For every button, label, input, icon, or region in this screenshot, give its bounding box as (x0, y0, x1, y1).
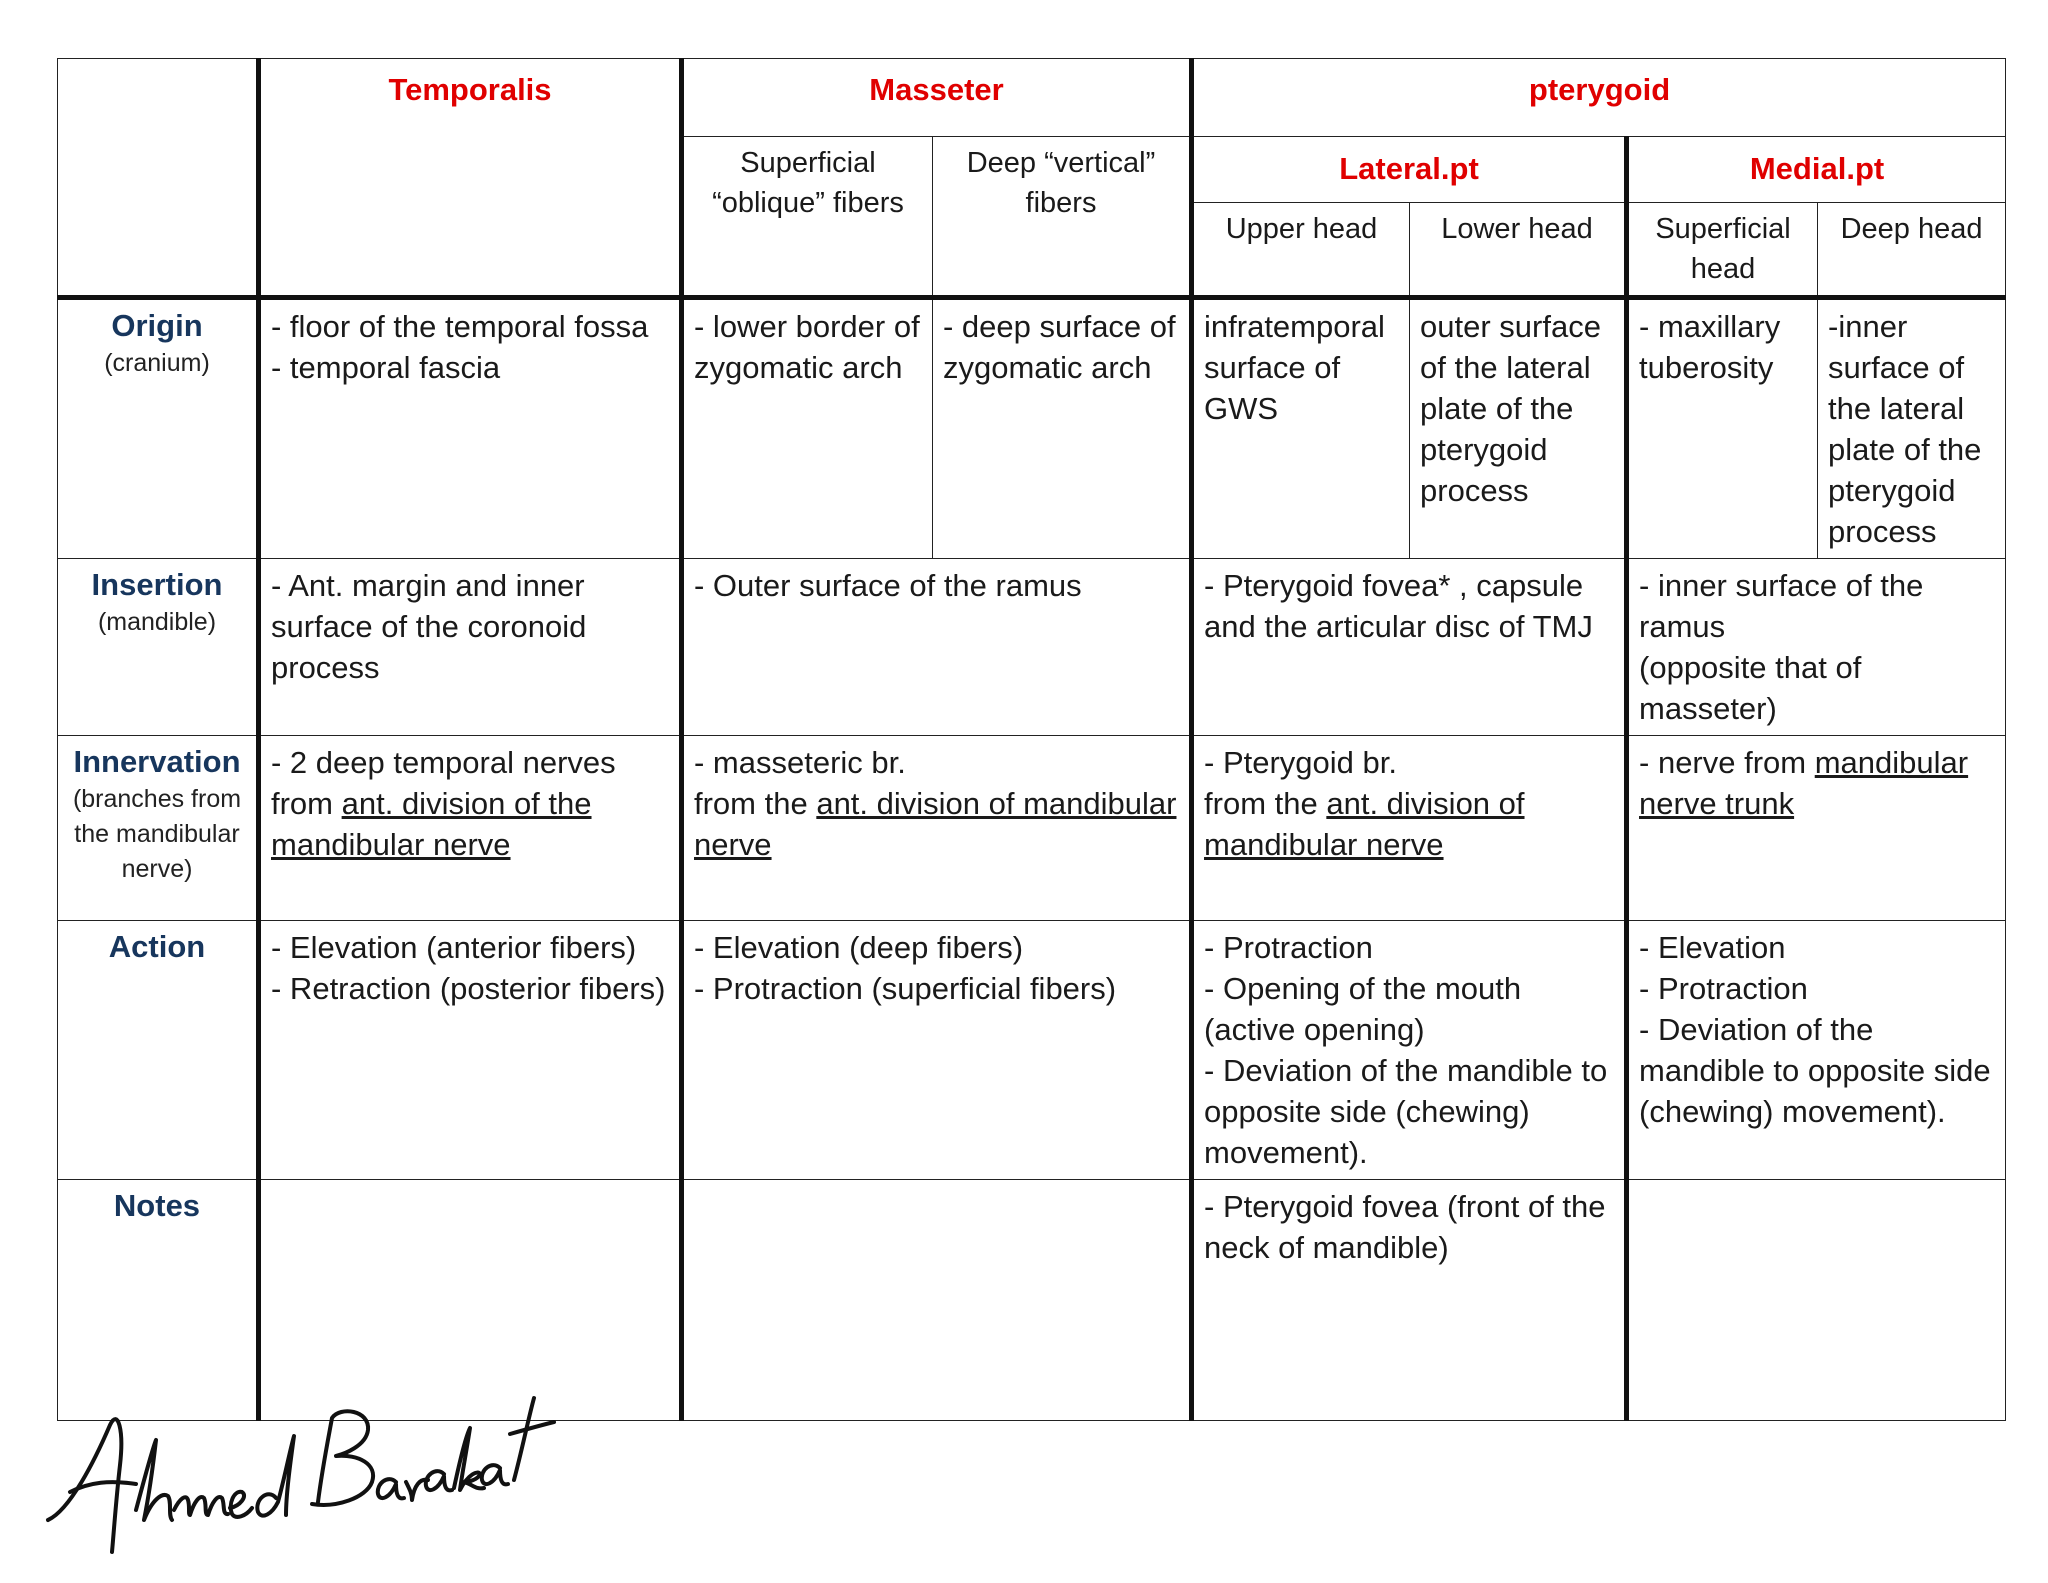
insertion-label-cell (58, 559, 259, 736)
action-lateral-line: - Opening of the mouth (active opening) (1204, 971, 1522, 1047)
innervation-label-cell (58, 736, 259, 921)
innervation-temporalis-nerve: ant. division of the mandibular nerve (271, 786, 592, 862)
innervation-medial (1627, 736, 2006, 921)
header-row-1 (58, 59, 2006, 137)
action-medial (1627, 921, 2006, 1180)
action-temporalis-line: - Elevation (anterior fibers) (271, 930, 637, 965)
action-masseter (682, 921, 1192, 1180)
action-medial-line: - Deviation of the mandible to opposite side (chewing) movement). (1639, 1012, 1991, 1129)
origin-sublabel: (cranium) (104, 349, 210, 377)
innervation-medial-nerve: mandibular nerve trunk (1639, 745, 1969, 821)
action-label-cell (58, 921, 259, 1180)
lateral-pt-header: Lateral.pt (1192, 137, 1627, 203)
pterygoid-header: pterygoid (1192, 59, 2006, 137)
innervation-masseter (682, 736, 1192, 921)
action-temporalis-line: - Retraction (posterior fibers) (271, 971, 666, 1006)
signature-image (40, 1370, 560, 1570)
lateral-lower-head-header: Lower head (1410, 203, 1627, 298)
insertion-lateral: - Pterygoid fovea* , capsule and the articular disc of TMJ (1192, 559, 1627, 736)
temporalis-header: Temporalis (259, 59, 682, 298)
action-medial-line: - Protraction (1639, 971, 1808, 1006)
notes-medial (1627, 1180, 2006, 1421)
medial-superficial-head-header: Superficial head (1627, 203, 1818, 298)
action-lateral-line: - Deviation of the mandible to opposite side (chewing) movement). (1204, 1053, 1608, 1170)
innervation-sublabel: (branches from the mandibular nerve) (72, 785, 242, 883)
origin-temporalis-line: - temporal fascia (271, 350, 501, 385)
origin-lateral-upper: infratemporal surface of GWS (1192, 298, 1410, 559)
innervation-masseter-nerve: ant. division of mandibular nerve (694, 786, 1177, 862)
action-temporalis (259, 921, 682, 1180)
origin-row (58, 298, 2006, 559)
origin-medial-superficial: - maxillary tuberosity (1627, 298, 1818, 559)
innervation-masseter-pre: from the (694, 786, 817, 821)
innervation-lateral-pre: from the (1204, 786, 1327, 821)
action-label: Action (108, 929, 206, 964)
innervation-row (58, 736, 2006, 921)
innervation-temporalis-line1: - 2 deep temporal nerves (271, 745, 616, 780)
innervation-temporalis-pre: from (271, 786, 342, 821)
insertion-medial-line: (opposite that of masseter) (1639, 650, 1862, 726)
notes-label: Notes (113, 1188, 201, 1223)
masseter-header: Masseter (682, 59, 1192, 137)
origin-masseter-superficial: - lower border of zygomatic arch (682, 298, 933, 559)
notes-masseter (682, 1180, 1192, 1421)
medial-pt-header: Medial.pt (1627, 137, 2006, 203)
muscles-table (57, 58, 2006, 1421)
lateral-upper-head-header: Upper head (1192, 203, 1410, 298)
action-masseter-line: - Protraction (superficial fibers) (694, 971, 1117, 1006)
innervation-masseter-line1: - masseteric br. (694, 745, 906, 780)
origin-temporalis-line: - floor of the temporal fossa (271, 309, 649, 344)
action-medial-line: - Elevation (1639, 930, 1786, 965)
insertion-label: Insertion (91, 567, 223, 602)
origin-label: Origin (111, 308, 203, 343)
innervation-lateral (1192, 736, 1627, 921)
insertion-medial (1627, 559, 2006, 736)
action-lateral (1192, 921, 1627, 1180)
corner-cell (58, 59, 259, 298)
innervation-medial-pre: - nerve from (1639, 745, 1815, 780)
insertion-medial-line: - inner surface of the ramus (1639, 568, 1924, 644)
insertion-sublabel: (mandible) (97, 608, 217, 636)
action-masseter-line: - Elevation (deep fibers) (694, 930, 1024, 965)
origin-label-cell (58, 298, 259, 559)
origin-lateral-lower: outer surface of the lateral plate of the pterygoid process (1410, 298, 1627, 559)
masseter-superficial-header: Superficial “oblique” fibers (682, 137, 933, 298)
insertion-row (58, 559, 2006, 736)
action-lateral-line: - Protraction (1204, 930, 1373, 965)
notes-lateral: - Pterygoid fovea (front of the neck of mandible) (1192, 1180, 1627, 1421)
innervation-temporalis (259, 736, 682, 921)
masseter-deep-header: Deep “vertical” fibers (933, 137, 1192, 298)
origin-medial-deep: -inner surface of the lateral plate of the pterygoid process (1818, 298, 2006, 559)
action-row (58, 921, 2006, 1180)
origin-temporalis (259, 298, 682, 559)
innervation-label: Innervation (73, 744, 241, 779)
origin-masseter-deep: - deep surface of zygomatic arch (933, 298, 1192, 559)
insertion-masseter: - Outer surface of the ramus (682, 559, 1192, 736)
innervation-lateral-line1: - Pterygoid br. (1204, 745, 1397, 780)
medial-deep-head-header: Deep head (1818, 203, 2006, 298)
innervation-lateral-nerve: ant. division of mandibular nerve (1204, 786, 1525, 862)
insertion-temporalis: - Ant. margin and inner surface of the coronoid process (259, 559, 682, 736)
